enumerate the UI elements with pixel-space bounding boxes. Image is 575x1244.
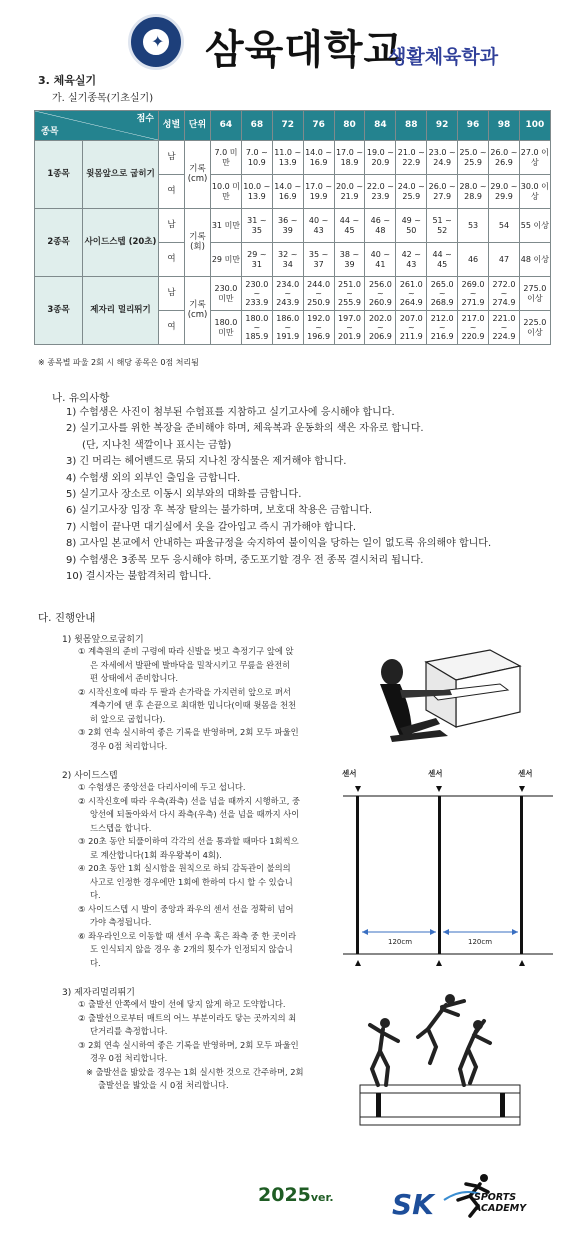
guide-item: ② 시작신호에 따라 두 팔과 손가락을 가지런히 앞으로 펴서 계측기에 댄 후 손끝으로 최대한 밉니다(이때 윗몸을 천천히 앞으로 굽힙니다).: [78, 686, 297, 724]
caution-item: 6) 실기고사장 입장 후 복장 탈의는 불가하며, 보호대 착용은 금합니다.: [66, 505, 373, 517]
long-jump-illustration: [350, 985, 525, 1135]
score-cell: 14.0 ~ 16.9: [272, 175, 303, 209]
guide-section-items: [78, 645, 300, 753]
score-cell: 46 ~ 48: [365, 209, 396, 243]
guide-item: ※ 출발선을 밟았을 경우는 1회 실시한 것으로 간주하며, 2회 출발선을 밟았을 시 0점 처리합니다.: [86, 1066, 304, 1090]
score-cell: 7.0 미만: [211, 141, 242, 175]
guide-item: ③ 2회 연속 실시하여 좋은 기록을 반영하며, 2회 모두 파울인 경우 0점 처리합니다.: [78, 1039, 299, 1063]
guide-section-title: 3) 제자리멀리뛰기: [62, 988, 135, 998]
table-row: [35, 277, 551, 311]
header-score-98: 98: [489, 111, 520, 141]
section-title: 3. 체육실기: [38, 74, 97, 87]
unit-cell: 기록 (회): [185, 209, 211, 277]
department-name: 생활체육학과: [388, 46, 499, 68]
score-cell: 217.0 ~ 220.9: [458, 311, 489, 345]
guide-section-title: 1) 윗몸앞으로굽히기: [62, 635, 144, 645]
score-cell: 44 ~ 45: [427, 243, 458, 277]
gender-cell: 여: [159, 243, 185, 277]
table-header-row: [35, 111, 551, 141]
score-cell: 27.0 이상: [519, 141, 550, 175]
header-score-event: [35, 111, 159, 141]
event-number: 1종목: [35, 141, 83, 209]
score-cell: 23.0 ~ 24.9: [427, 141, 458, 175]
gender-cell: 여: [159, 311, 185, 345]
guide-section-title: 2) 사이드스텝: [62, 771, 118, 781]
guide-item: ④ 20초 동안 1회 실시함을 원칙으로 하되 감독관이 불의의 사고로 인정한 경우에만 1회에 한하여 다시 할 수 있습니다.: [78, 863, 293, 900]
guide-item: ② 시작신호에 따라 우측(좌측) 선을 넘을 때까지 시행하고, 중앙선에 되돌아와서 다시 좌측(우측) 선을 넘을 때까지 사이드스텝을 합니다.: [78, 795, 300, 833]
header-score-64: 64: [211, 111, 242, 141]
header-score-84: 84: [365, 111, 396, 141]
section-subtitle: 가. 실기종목(기초실기): [52, 93, 154, 104]
caution-item: 4) 수험생 외의 외부인 출입을 금합니다.: [66, 472, 241, 484]
distance-label-right: 120cm: [468, 938, 493, 946]
score-cell: 32 ~ 34: [272, 243, 303, 277]
gender-cell: 남: [159, 209, 185, 243]
score-cell: 31 ~ 35: [241, 209, 272, 243]
brand-line-1: SPORTS: [474, 1192, 517, 1203]
score-cell: 230.0 ~ 233.9: [241, 277, 272, 311]
score-cell: 19.0 ~ 20.9: [365, 141, 396, 175]
sensor-label-right: 센서: [518, 769, 533, 778]
unit-cell: 기록 (cm): [185, 277, 211, 345]
gender-cell: 여: [159, 175, 185, 209]
score-cell: 22.0 ~ 23.9: [365, 175, 396, 209]
score-cell: 269.0 ~ 271.9: [458, 277, 489, 311]
score-cell: 55 이상: [519, 209, 550, 243]
score-cell: 192.0 ~ 196.9: [303, 311, 334, 345]
score-cell: 21.0 ~ 22.9: [396, 141, 427, 175]
score-cell: 275.0 이상: [519, 277, 550, 311]
side-step-lines: [338, 768, 558, 974]
score-cell: 35 ~ 37: [303, 243, 334, 277]
table-row: [35, 209, 551, 243]
caution-item: 8) 고사일 본교에서 안내하는 파울규정을 숙지하여 불이익을 당하는 일이 없도록 유의해야 합니다.: [66, 538, 492, 550]
score-cell: 40 ~ 43: [303, 209, 334, 243]
caution-item: (단, 지나친 색깔이나 표시는 금함): [82, 439, 232, 451]
cautions-title: 나. 유의사항: [52, 392, 110, 404]
header-score-100: 100: [519, 111, 550, 141]
score-cell: 230.0 미만: [211, 277, 242, 311]
gender-cell: 남: [159, 277, 185, 311]
header-score-96: 96: [458, 111, 489, 141]
score-cell: 47: [489, 243, 520, 277]
score-cell: 25.0 ~ 25.9: [458, 141, 489, 175]
score-cell: 46: [458, 243, 489, 277]
score-cell: 244.0 ~ 250.9: [303, 277, 334, 311]
score-cell: 26.0 ~ 27.9: [427, 175, 458, 209]
logo-emblem: [141, 27, 171, 57]
header-score-72: 72: [272, 111, 303, 141]
header-score-88: 88: [396, 111, 427, 141]
event-name: 윗몸앞으로 굽히기: [83, 141, 159, 209]
sensor-label-left: 센서: [342, 769, 357, 778]
score-cell: 10.0 ~ 13.9: [241, 175, 272, 209]
score-cell: 24.0 ~ 25.9: [396, 175, 427, 209]
score-cell: 207.0 ~ 211.9: [396, 311, 427, 345]
gender-cell: 남: [159, 141, 185, 175]
university-logo: [128, 14, 184, 70]
year-number: 2025: [258, 1184, 311, 1206]
caution-item: 3) 긴 머리는 헤어밴드로 묶되 지나친 장식물은 제거해야 합니다.: [66, 456, 347, 468]
score-cell: 11.0 ~ 13.9: [272, 141, 303, 175]
header-score-92: 92: [427, 111, 458, 141]
caution-item: 7) 시험이 끝나면 대기실에서 옷을 갈아입고 즉시 귀가해야 합니다.: [66, 521, 357, 533]
score-cell: 180.0 ~ 185.9: [241, 311, 272, 345]
score-cell: 29 ~ 31: [241, 243, 272, 277]
table-row: [35, 141, 551, 175]
score-cell: 51 ~ 52: [427, 209, 458, 243]
score-cell: 234.0 ~ 243.9: [272, 277, 303, 311]
header-score-76: 76: [303, 111, 334, 141]
header-gender: 성별: [159, 111, 185, 141]
header-score-80: 80: [334, 111, 365, 141]
score-cell: 265.0 ~ 268.9: [427, 277, 458, 311]
header-score-label: 점수: [136, 114, 154, 124]
guide-item: ① 출발선 안쪽에서 발이 선에 닿지 않게 하고 도약합니다.: [78, 999, 286, 1009]
guide-title: 다. 진행안내: [38, 612, 96, 624]
guide-item: ① 계측원의 준비 구령에 따라 신발을 벗고 측정기구 앞에 앉은 자세에서 발판에 발바닥을 밀착시키고 무릎을 완전히 편 상태에서 준비합니다.: [78, 646, 294, 683]
score-cell: 202.0 ~ 206.9: [365, 311, 396, 345]
brand-mark: SK: [392, 1188, 434, 1221]
event-name: 제자리 멀리뛰기: [83, 277, 159, 345]
guide-item: ① 수험생은 중앙선을 다리사이에 두고 섭니다.: [78, 782, 246, 792]
score-cell: 42 ~ 43: [396, 243, 427, 277]
score-cell: 54: [489, 209, 520, 243]
brand-line-2: ACADEMY: [474, 1203, 527, 1214]
score-cell: 36 ~ 39: [272, 209, 303, 243]
event-name: 사이드스텝 (20초): [83, 209, 159, 277]
header-score-68: 68: [241, 111, 272, 141]
score-cell: 29 미만: [211, 243, 242, 277]
page-header: [0, 0, 575, 73]
score-cell: 38 ~ 39: [334, 243, 365, 277]
score-cell: 44 ~ 45: [334, 209, 365, 243]
score-cell: 30.0 이상: [519, 175, 550, 209]
guide-section-items: [78, 781, 300, 970]
score-cell: 7.0 ~ 10.9: [241, 141, 272, 175]
score-cell: 20.0 ~ 21.9: [334, 175, 365, 209]
event-number: 3종목: [35, 277, 83, 345]
score-cell: 261.0 ~ 264.9: [396, 277, 427, 311]
guide-item: ② 출발선으로부터 매트의 어느 부분이라도 닿는 곳까지의 최단거리를 측정합니다.: [78, 1012, 297, 1036]
score-cell: 48 이상: [519, 243, 550, 277]
score-cell: 272.0 ~ 274.9: [489, 277, 520, 311]
guide-item: ⑥ 좌우라인으로 이동할 때 센서 우측 혹은 좌측 중 한 곳이라도 인식되지 않을 경우 총 2개의 횟수가 인정되지 않습니다.: [78, 930, 297, 968]
guide-section-items: [78, 998, 304, 1093]
score-cell: 221.0 ~ 224.9: [489, 311, 520, 345]
version-year: [258, 1184, 334, 1206]
score-cell: 53: [458, 209, 489, 243]
guide-item: ③ 2회 연속 실시하여 좋은 기록을 반영하며, 2회 모두 파울인 경우 0점 처리합니다.: [78, 727, 299, 751]
score-cell: 26.0 ~ 26.9: [489, 141, 520, 175]
unit-cell: 기록 (cm): [185, 141, 211, 209]
score-cell: 29.0 ~ 29.9: [489, 175, 520, 209]
score-table: [34, 110, 551, 345]
guide-item: ③ 20초 동안 되풀이하여 각각의 선을 통과할 때마다 1회씩으로 계산합니다(1회 좌우왕복이 4회).: [78, 836, 299, 860]
score-cell: 256.0 ~ 260.9: [365, 277, 396, 311]
caution-item: 1) 수험생은 사진이 첨부된 수험표를 지참하고 실기고사에 응시해야 합니다.: [66, 407, 395, 418]
score-cell: 31 미만: [211, 209, 242, 243]
score-cell: 212.0 ~ 216.9: [427, 311, 458, 345]
score-cell: 186.0 ~ 191.9: [272, 311, 303, 345]
sports-academy-logo: [392, 1170, 542, 1230]
score-cell: 40 ~ 41: [365, 243, 396, 277]
distance-label-left: 120cm: [388, 938, 413, 946]
score-cell: 14.0 ~ 16.9: [303, 141, 334, 175]
star-icon: ✦: [151, 32, 165, 51]
table-note: ※ 종목별 파울 2회 시 해당 종목은 0점 처리됨: [38, 358, 199, 367]
caution-item: 5) 실기고사 장소로 이동시 외부와의 대화를 금합니다.: [66, 489, 302, 501]
score-cell: 10.0 미만: [211, 175, 242, 209]
cautions-list: [66, 405, 491, 585]
caution-item: 2) 실기고사를 위한 복장을 준비해야 하며, 체육복과 운동화의 색은 자유로 합니다.: [66, 423, 424, 435]
year-suffix: ver.: [310, 1191, 334, 1204]
guide-item: ⑤ 사이드스텝 시 발이 중앙과 좌우의 센서 선을 정확히 넘어가야 측정됩니다.: [78, 903, 294, 927]
score-cell: 28.0 ~ 28.9: [458, 175, 489, 209]
caution-item: 10) 결시자는 불합격처리 합니다.: [66, 571, 212, 583]
score-cell: 251.0 ~ 255.9: [334, 277, 365, 311]
score-cell: 17.0 ~ 19.9: [303, 175, 334, 209]
university-name: 삼육대학교: [205, 27, 404, 73]
score-cell: 49 ~ 50: [396, 209, 427, 243]
side-step-diagram: [338, 768, 558, 974]
event-number: 2종목: [35, 209, 83, 277]
header-unit: 단위: [185, 111, 211, 141]
header-event-label: 종목: [41, 126, 59, 137]
caution-item: 9) 수험생은 3종목 모두 응시해야 하며, 중도포기할 경우 전 종목 결시처리 됩니다.: [66, 554, 424, 566]
score-cell: 197.0 ~ 201.9: [334, 311, 365, 345]
sit-and-reach-illustration: [370, 632, 530, 752]
sensor-label-center: 센서: [428, 769, 443, 778]
score-cell: 17.0 ~ 18.9: [334, 141, 365, 175]
score-cell: 180.0 미만: [211, 311, 242, 345]
score-cell: 225.0 이상: [519, 311, 550, 345]
brand-text: [474, 1192, 526, 1214]
